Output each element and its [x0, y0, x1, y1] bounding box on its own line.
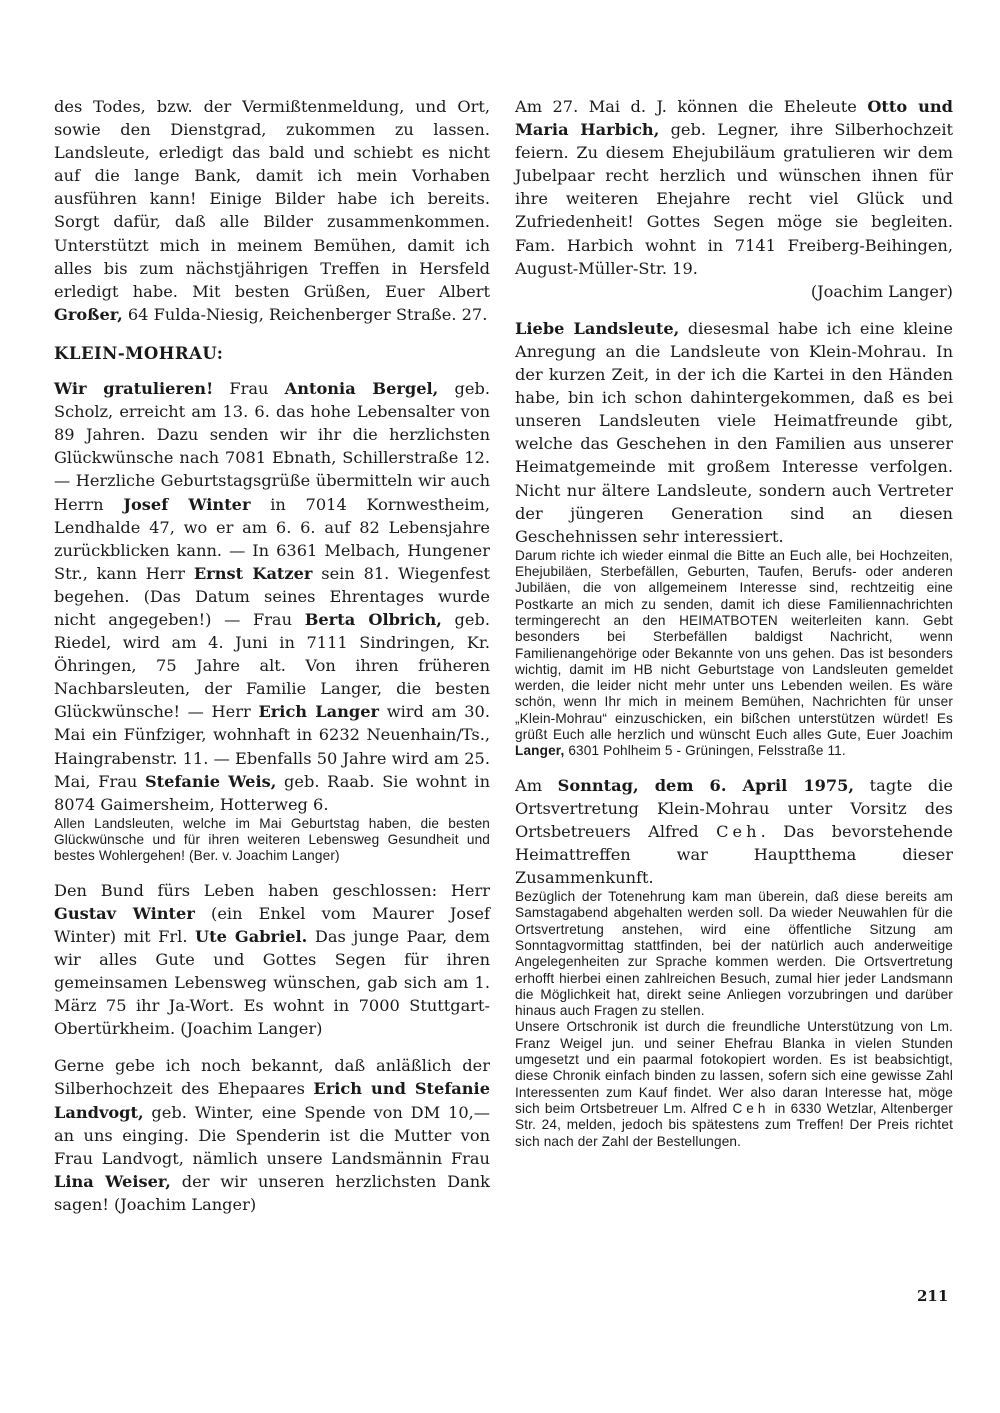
name: Ernst Katzer: [193, 563, 313, 583]
text: wird am 30. Mai ein Fünfziger, wohnhaft in 6232 Neuenhain/Ts., Haingrabenstr. 11. — Ebenfalls 50 Jahre wird am 25. Mai, Frau: [54, 702, 490, 791]
text: 64 Fulda-Niesig, Reichenberger Straße. 27.: [122, 304, 488, 324]
text: Den Bund fürs Leben haben geschlossen: Herr: [54, 880, 490, 900]
paragraph-photo-request: [54, 95, 490, 326]
text: Gerne gebe ich noch bekannt, daß anläßlich der Silberhochzeit des Ehepaares: [54, 1056, 490, 1099]
name: Lina Weiser,: [54, 1171, 171, 1191]
text: geb. Raab. Sie wohnt in 8074 Gaimersheim, Hotterweg 6.: [54, 771, 491, 814]
paragraph-wedding: [54, 879, 490, 1041]
paragraph-silver-wedding: [515, 95, 953, 280]
text: tagte die Ortsvertretung Klein-Mohrau unter Vorsitz des Ortsbetreuers Alfred: [515, 775, 954, 841]
name: Ceh: [716, 821, 761, 841]
text: in 6330 Wetzlar, Altenberger Str. 24, melden, jedoch bis spätestens zum Treffen! Der Preis richtet sich nach der Zahl der Bestellungen.: [515, 1100, 953, 1149]
text: (ein Enkel vom Maurer Josef Winter) mit Frl.: [54, 903, 490, 946]
name: Antonia Bergel,: [284, 379, 439, 399]
text: in 7014 Kornwestheim, Lendhalde 47, wo er am 6. 6. auf 82 Lebensjahre zurückblicken kann. — In 6361 Melbach, Hungener Str., kann Herr: [54, 494, 490, 583]
text: diesesmal habe ich eine kleine Anregung an die Landsleute von Klein-Mohrau. In der kurzen Zeit, in der ich die Kartei in den Händen habe, bin ich schon dahintergekommen, daß es bei unseren Landsleuten viele Heimatfreunde gibt, welche das Geschehen in den Familien aus unserer Heimatgemeinde mit großem Interesse verfolgen. Nicht nur ältere Landsleute, sondern auch Vertreter der jüngeren Generation sind an diesen Geschehnissen sehr interessiert.: [515, 318, 953, 546]
text: geb. Scholz, erreicht am 13. 6. das hohe Lebensalter von 89 Jahren. Dazu senden wir ihr die herzlichsten Glückwünsche nach 7081 Ebnath, Schillerstraße 12. — Herzliche Geburtstagsgrüße übermitteln wir auch Herrn: [54, 379, 490, 514]
lead-in: Wir gratulieren!: [54, 379, 214, 399]
paragraph-meeting: [515, 774, 953, 889]
name: Josef Winter: [123, 494, 251, 514]
name: Berta Olbrich,: [304, 609, 442, 629]
lead-in: Liebe Landsleute,: [515, 318, 680, 338]
name: Erich und Stefanie Landvogt,: [54, 1079, 490, 1122]
text: geb. Riedel, wird am 4. Juni in 7111 Sindringen, Kr. Öhringen, 75 Jahre alt. Von ihren früheren Nachbarsleuten, der Familie Langer, die besten Glückwünsche! — Herr: [54, 609, 490, 722]
text: sein 81. Wiegenfest begehen. (Das Datum seines Ehrentages wurde nicht angegeben!) — Frau: [54, 563, 491, 629]
left-column: [54, 95, 490, 1216]
text: . Das bevorstehende Heimattreffen war Hauptthema dieser Zusammenkunft.: [515, 821, 953, 888]
paragraph-donation: [54, 1054, 490, 1216]
name: Ute Gabriel.: [195, 926, 308, 946]
text: Darum richte ich wieder einmal die Bitte an Euch alle, bei Hochzeiten, Ehejubiläen, Sterbefällen, Geburten, Taufen, Berufs- oder anderen Jubiläen, die von allgemeinem Interesse sind, rechtzeitig eine Postkarte an mich zu senden, damit ich diese Familiennachrichten termingerecht an den HEIMATBOTEN weiterleiten kann. Gebt besonders bei Sterbefällen baldigst Nachricht, wenn Familienangehörige oder Bekannte von uns gehen. Das ist besonders wichtig, damit im HB nicht Geburtstage von Landsleuten gemeldet werden, die leider nicht mehr unter uns Lebenden weilen. Es wäre schön, wenn Ihr mich in meinem Bemühen, Nachrichten für unser „Klein-Mohrau“ einzuschicken, ein bißchen unterstützen würdet! Es grüßt Euch alle herzlich und wünscht Euch alles Gute, Euer Joachim: [515, 547, 953, 743]
text: geb. Legner, ihre Silberhochzeit feiern. Zu diesem Ehejubiläum gratulieren wir dem Jubelpaar recht herzlich und wünschen ihnen für ihre weiteren Ehejahre recht viel Glück und Zufriedenheit! Gottes Segen möge sie begleiten. Fam. Harbich wohnt in 7141 Freiberg-Beihingen, August-Müller-Str. 19.: [515, 120, 953, 278]
name-grosser: Großer,: [54, 304, 123, 324]
name: Langer,: [515, 743, 565, 759]
page-number: 211: [917, 1287, 949, 1305]
text: Am 27. Mai d. J. können die Eheleute: [515, 97, 868, 116]
text: Das junge Paar, dem wir alles Gute und Gottes Segen für ihren gemeinsamen Lebensweg wünschen, gab sich am 1. März 75 ihr Ja-Wort. Es wohnt in 7000 Stuttgart-Obertürkheim. (Joachim Langer): [54, 926, 491, 1039]
paragraph-chronicle: [515, 1019, 953, 1149]
date: Sonntag, dem 6. April 1975,: [557, 775, 855, 795]
name: Gustav Winter: [54, 903, 195, 923]
text: Am: [515, 775, 558, 795]
text: Unsere Ortschronik ist durch die freundliche Unterstützung von Lm. Franz Weigel jun. und seiner Ehefrau Blanka in vielen Stunden umgesetzt und ein paarmal fotokopiert worden. Es ist beabsichtigt, diese Chronik einfach binden zu lassen, sofern sich eine gewisse Zahl Interessenten zum Kauf findet. Wer also daran Interesse hat, möge sich beim Ortsbetreuer Lm. Alfred: [515, 1019, 953, 1116]
paragraph-memorial: Bezüglich der Totenehrung kam man überein, daß diese bereits am Samstagabend abgehalten werden soll. Da wieder Neuwahlen für die Ortsvertretung anstehen, wird eine öffentliche Sitzung am Sonntagvormittag stattfinden, bei der natürlich auch anderweitige Angelegenheiten zur Sprache kommen werden. Die Ortsvertretung erhofft hierbei einen zahlreichen Besuch, zumal hier jeder Landsmann die Möglichkeit hat, direkt seine Anliegen vorzubringen und darüber hinaus auch Fragen zu stellen.: [515, 889, 953, 1019]
name: Ceh: [732, 1100, 770, 1116]
name: Otto und Maria Harbich,: [515, 97, 953, 140]
section-heading-klein-mohrau: KLEIN-MOHRAU:: [54, 343, 224, 363]
name: Stefanie Weis,: [144, 771, 277, 791]
text: der wir unseren herzlichsten Dank sagen! (Joachim Langer): [54, 1171, 490, 1214]
text: 6301 Pohlheim 5 - Grüningen, Felsstraße 11.: [564, 743, 846, 759]
name: Erich Langer: [258, 702, 380, 722]
paragraph-may-birthdays: Allen Landsleuten, welche im Mai Geburtstag haben, die besten Glückwünsche und für ihren weiteren Lebensweg Gesundheit und bestes Wohlergehen! (Ber. v. Joachim Langer): [54, 815, 490, 864]
paragraph-appeal: [515, 317, 953, 548]
text: des Todes, bzw. der Vermißtenmeldung, und Ort, sowie den Dienstgrad, zukommen zu lassen. Landsleute, erledigt das bald und schiebt es nicht auf die lange Bank, damit ich mein Vorhaben ausführen kann! Einige Bilder habe ich bereits. Sorgt dafür, daß alle Bilder zusammenkommen. Unterstützt mich in meinem Bemühen, damit ich alles bis zum nächstjährigen Treffen in Hersfeld erledigt habe. Mit besten Grüßen, Euer Albert: [54, 97, 490, 301]
signoff: (Joachim Langer): [810, 281, 953, 301]
paragraph-request-news: [515, 548, 953, 760]
right-column: [515, 95, 953, 1150]
paragraph-birthdays: [54, 377, 490, 816]
text: geb. Winter, eine Spende von DM 10,— an uns einging. Die Spenderin ist die Mutter von Frau Landvogt, nämlich unsere Landsmännin Frau: [54, 1102, 490, 1168]
text: Frau: [213, 379, 285, 399]
